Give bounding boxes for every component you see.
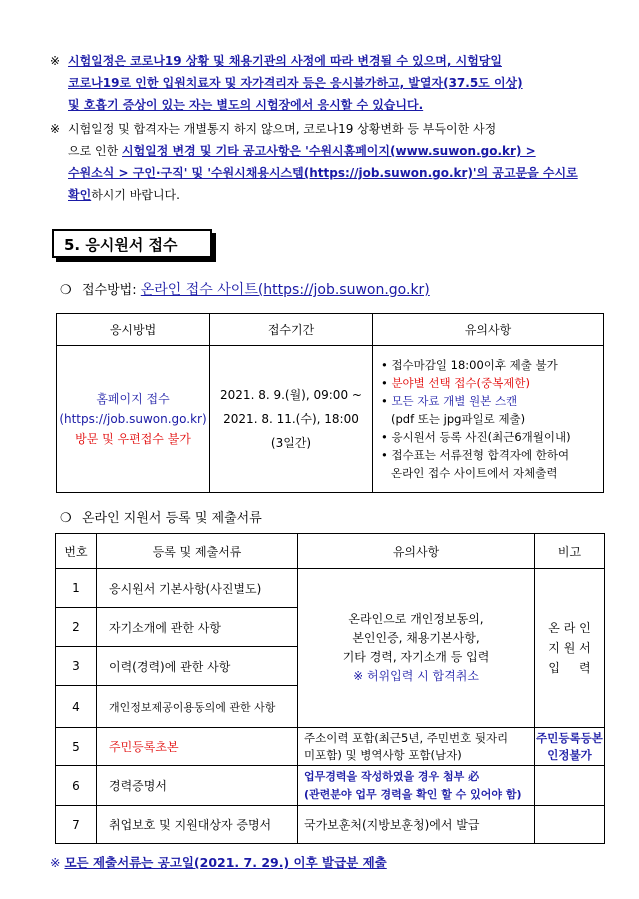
header-period: 접수기간	[210, 314, 373, 346]
header-remark: 비고	[535, 534, 605, 569]
merged-remark-cell	[535, 569, 605, 728]
documents-table	[55, 533, 605, 844]
row-doc: 자기소개에 관한 사항	[97, 608, 298, 647]
row-remark	[535, 766, 605, 806]
merged-remark-line3: 입 력	[548, 661, 591, 675]
notice-announce-line3: 수원소식 > 구인·구직' 및 '수원시채용시스템(https://job.suwon.go.kr)'의 공고문을 수시로	[68, 166, 578, 180]
row-doc: 이력(경력)에 관한 사항	[97, 647, 298, 686]
row-doc: 응시원서 기본사항(사진별도)	[97, 569, 298, 608]
notice-announce-line2a: 으로 인한	[68, 144, 122, 158]
row-note	[298, 766, 535, 806]
row-doc: 개인정보제공이용동의에 관한 사항	[97, 686, 298, 728]
docs-label: 온라인 지원서 등록 및 제출서류	[82, 511, 262, 526]
table-row	[56, 806, 605, 844]
row-no: 4	[56, 686, 97, 728]
bullet-icon: •	[381, 376, 388, 390]
merged-note-cell	[298, 569, 535, 728]
header-note: 유의사항	[298, 534, 535, 569]
table-row	[56, 728, 605, 766]
note-deadline: 접수마감일 18:00이후 제출 불가	[391, 358, 558, 372]
header-doc: 등록 및 제출서류	[97, 534, 298, 569]
merged-remark-line2: 지 원 서	[548, 641, 591, 655]
row-no: 2	[56, 608, 97, 647]
method-line3: 방문 및 우편접수 불가	[75, 432, 191, 446]
row-note	[298, 728, 535, 766]
online-site-link[interactable]: 온라인 접수 사이트(https://job.suwon.go.kr)	[140, 282, 430, 298]
docs-line	[60, 507, 262, 526]
notice-announce-line4b: 하시기 바랍니다.	[91, 188, 180, 202]
period-cell	[210, 346, 373, 493]
bullet-icon: •	[381, 448, 388, 462]
period-line2: 2021. 8. 11.(수), 18:00	[223, 412, 359, 426]
note-ticket: 접수표는 서류전형 합격자에 한하여	[391, 448, 570, 462]
footer-mark: ※	[50, 855, 61, 870]
merged-note-line2: 본인인증, 채용기본사항,	[352, 631, 480, 645]
note-scan-format: (pdf 또는 jpg파일로 제출)	[391, 412, 526, 426]
notes-cell	[373, 346, 604, 493]
row-remark-line2: 인정불가	[547, 747, 592, 762]
note-mark: ※	[50, 54, 61, 68]
header-notes: 유의사항	[373, 314, 604, 346]
merged-note-warning: ※ 허위입력 시 합격취소	[353, 669, 479, 683]
section-title: 5. 응시원서 접수	[52, 229, 212, 258]
merged-note-line1: 온라인으로 개인정보동의,	[348, 612, 484, 626]
row-doc: 주민등록초본	[97, 728, 298, 766]
footer-text: 모든 제출서류는 공고일(2021. 7. 29.) 이후 발급분 제출	[64, 855, 387, 870]
row-note: 국가보훈처(지방보훈청)에서 발급	[298, 806, 535, 844]
notice-covid-line1: 시험일정은 코로나19 상황 및 채용기관의 사정에 따라 변경될 수 있으며, 시험당일	[68, 54, 502, 68]
circle-bullet-icon: ❍	[60, 511, 72, 526]
period-line3: (3일간)	[270, 436, 312, 450]
row-no: 6	[56, 766, 97, 806]
notice-covid-line2: 코로나19로 인한 입원치료자 및 자가격리자 등은 응시불가하고, 발열자(37.5도 이상)	[68, 76, 523, 90]
note-field-select: 분야별 선택 접수(중복제한)	[391, 376, 530, 390]
header-no: 번호	[56, 534, 97, 569]
row-note-line1: 업무경력을 작성하였을 경우 첨부 必	[304, 769, 480, 783]
notice-covid	[50, 50, 610, 116]
footer-note	[50, 853, 387, 871]
notice-announcement	[50, 118, 610, 206]
note-photo: 응시원서 등록 사진(최근6개월이내)	[391, 430, 571, 444]
method-line	[60, 279, 430, 299]
bullet-icon: •	[381, 358, 388, 372]
row-note-line2: 미포함) 및 병역사항 포함(남자)	[304, 747, 462, 762]
note-mark: ※	[50, 122, 61, 136]
bullet-icon: •	[381, 430, 388, 444]
period-line1: 2021. 8. 9.(월), 09:00 ~	[220, 388, 362, 402]
row-remark	[535, 806, 605, 844]
method-line2: (https://job.suwon.go.kr)	[59, 412, 207, 426]
row-note-line1: 주소이력 포함(최근5년, 주민번호 뒷자리	[304, 730, 509, 745]
note-ticket-print: 온라인 접수 사이트에서 자체출력	[391, 466, 558, 480]
circle-bullet-icon: ❍	[60, 283, 72, 298]
row-no: 1	[56, 569, 97, 608]
table-row	[56, 569, 605, 608]
header-method: 응시방법	[57, 314, 210, 346]
table-row	[56, 766, 605, 806]
merged-remark-line1: 온 라 인	[548, 621, 591, 635]
row-no: 5	[56, 728, 97, 766]
method-line1: 홈페이지 접수	[96, 392, 170, 406]
note-scan: 모든 자료 개별 원본 스캔	[391, 394, 518, 408]
method-label: 접수방법:	[82, 283, 141, 298]
row-remark-line1: 주민등록등본	[536, 730, 603, 745]
notice-announce-line1: 시험일정 및 합격자는 개별통지 하지 않으며, 코로나19 상황변화 등 부득이한 사정	[68, 122, 497, 136]
method-cell	[57, 346, 210, 493]
row-doc: 취업보호 및 지원대상자 증명서	[97, 806, 298, 844]
bullet-icon: •	[381, 394, 388, 408]
notice-announce-line4a: 확인	[68, 188, 92, 202]
notice-covid-line3: 및 호흡기 증상이 있는 자는 별도의 시험장에서 응시할 수 있습니다.	[68, 98, 424, 112]
row-no: 3	[56, 647, 97, 686]
row-note-line2: (관련분야 업무 경력을 확인 할 수 있어야 함)	[304, 787, 522, 801]
row-remark	[535, 728, 605, 766]
row-no: 7	[56, 806, 97, 844]
application-table	[56, 313, 604, 493]
merged-note-line3: 기타 경력, 자기소개 등 입력	[342, 650, 490, 664]
notice-announce-line2b: 시험일정 변경 및 기타 공고사항은 '수원시홈페이지(www.suwon.go.kr) >	[122, 144, 536, 158]
row-doc: 경력증명서	[97, 766, 298, 806]
